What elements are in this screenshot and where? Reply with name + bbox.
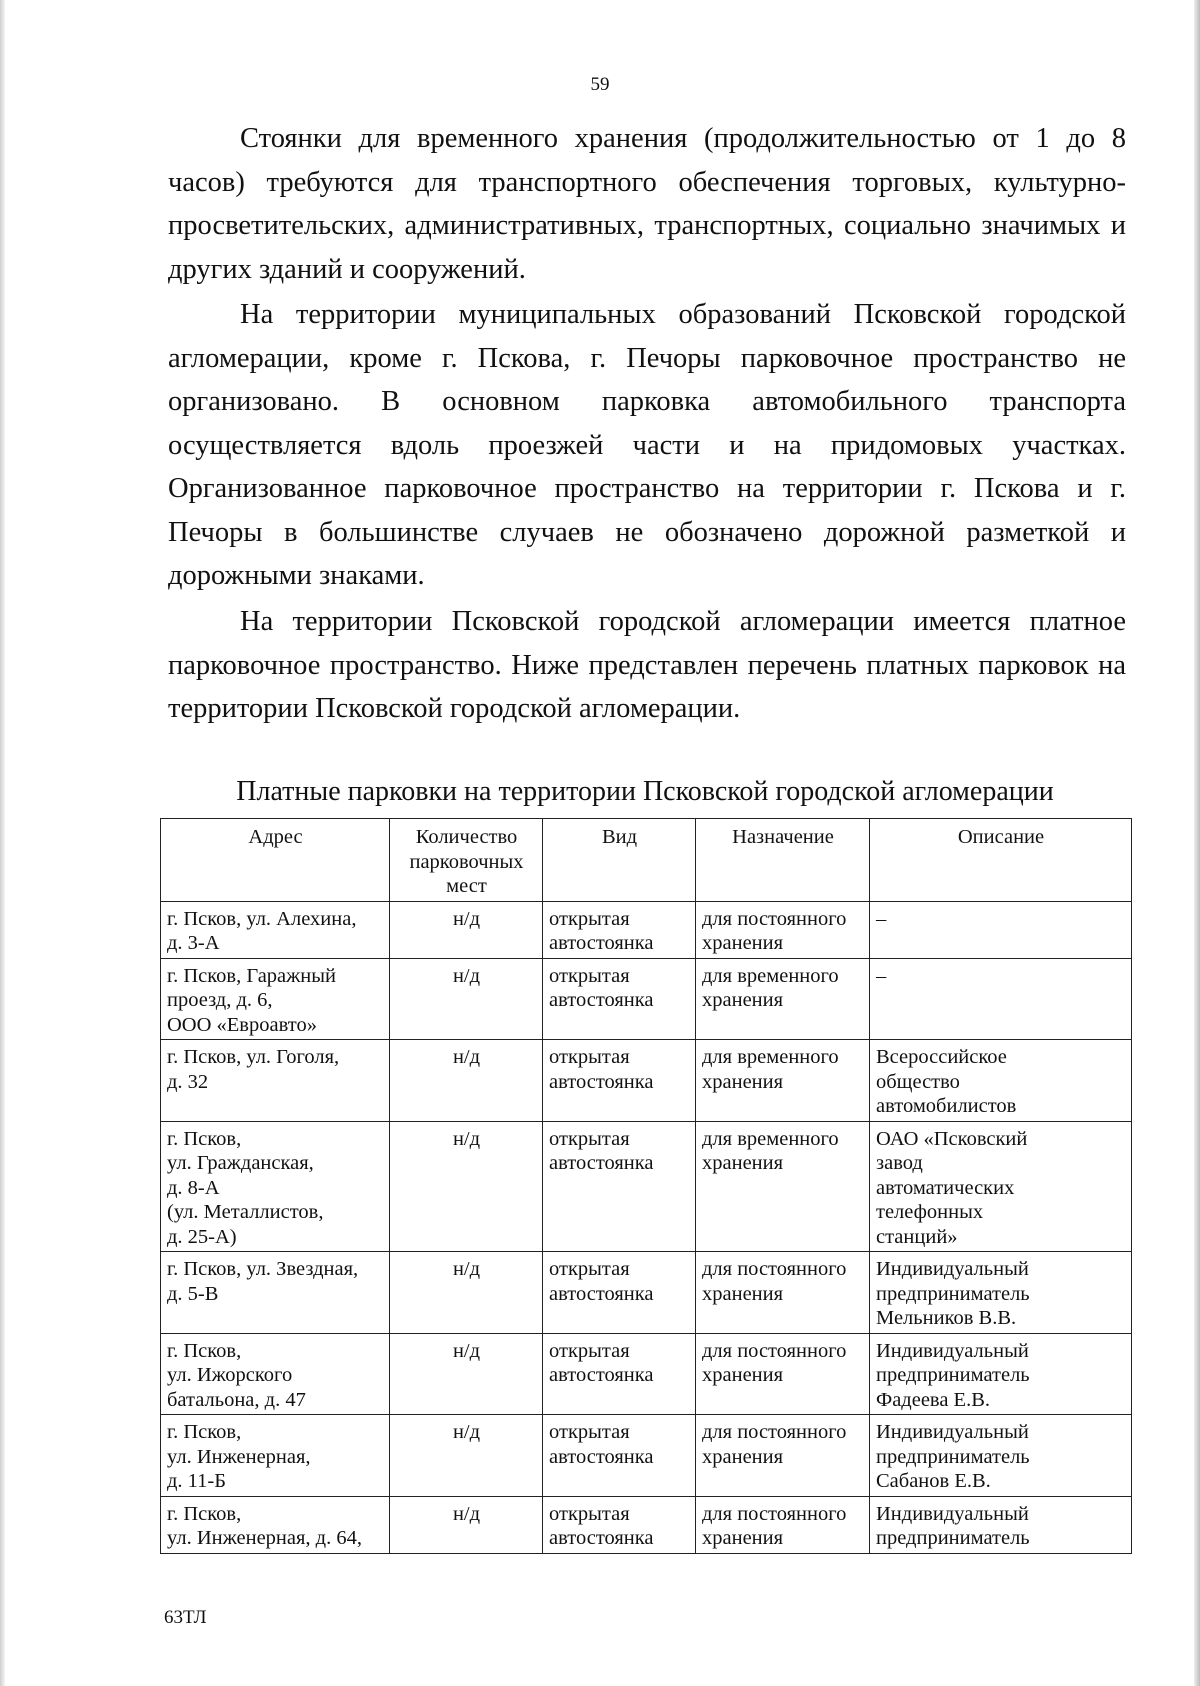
footer-code: 63ТЛ [164,1607,207,1628]
cell-line: ОАО «Псковский [876,1127,1028,1150]
scan-edge-right [1194,0,1200,1686]
table-row [161,958,1132,1040]
paragraph-parking-organization [168,293,1126,598]
cell-line: хранения [702,989,784,1011]
cell-line: Индивидуальный [876,1502,1029,1525]
table-row [161,1121,1132,1252]
cell-line: г. Псков, ул. Гоголя, [167,1046,340,1068]
cell-line: автостоянка [549,1445,654,1468]
cell-line: открытая [549,1258,630,1280]
cell-line: предприниматель [876,1282,1030,1305]
cell-line: ООО «Евроавто» [167,1013,317,1036]
cell-line: для временного [702,1127,839,1150]
cell-line: автостоянка [549,1527,654,1549]
cell-type [543,1496,696,1553]
cell-line: автостоянка [549,932,654,954]
cell-line: – [876,907,887,930]
table-caption: Платные парковки на территории Псковской городской агломерации [236,776,1054,807]
cell-line: автостоянка [549,1282,654,1305]
cell-line: автостоянка [549,1070,654,1093]
cell-address [161,1415,390,1497]
table-row [161,901,1132,958]
cell-line: хранения [702,1445,784,1468]
page-number: 59 [590,74,610,95]
paragraph-paid-parking-intro [168,600,1126,731]
cell-type [543,1333,696,1415]
table-row [161,1040,1132,1122]
header-line: парковочных [409,850,524,873]
table-header-row [161,819,1132,902]
cell-address [161,901,390,958]
cell-address [161,1252,390,1334]
cell-line: батальона, д. 47 [167,1388,306,1411]
cell-type [543,1040,696,1122]
cell-line: г. Псков, [167,1421,242,1443]
cell-line: открытая [549,1421,630,1443]
header-description: Описание [870,819,1132,902]
cell-parking-spaces: н/д [390,958,543,1040]
cell-line: предприниматель [876,1445,1030,1468]
cell-line: г. Псков, [167,1127,242,1150]
cell-line: ул. Гражданская, [167,1152,314,1174]
cell-line: Фадеева Е.В. [876,1388,991,1411]
table-row [161,1415,1132,1497]
cell-line: д. 32 [167,1070,209,1093]
cell-line: завод [876,1152,923,1174]
cell-line: открытая [549,1502,630,1525]
cell-parking-spaces: н/д [390,901,543,958]
cell-description [870,1496,1132,1553]
cell-parking-spaces: н/д [390,1415,543,1497]
cell-line: для постоянного [702,1421,847,1443]
cell-parking-spaces: н/д [390,1121,543,1252]
table-row [161,1333,1132,1415]
paragraph-parking-temporary [168,117,1126,291]
cell-line: – [876,964,887,987]
cell-line: ул. Ижорского [167,1364,293,1386]
cell-line: предприниматель [876,1364,1030,1386]
header-type: Вид [543,819,696,902]
cell-line: для постоянного [702,907,847,930]
cell-line: д. 8-А [167,1176,220,1199]
cell-address [161,958,390,1040]
cell-line: для постоянного [702,1258,847,1280]
header-parking-spaces [390,819,543,902]
cell-description [870,1415,1132,1497]
cell-type [543,901,696,958]
cell-line: д. 25-А) [167,1225,237,1248]
cell-address [161,1121,390,1252]
cell-description [870,901,1132,958]
cell-type [543,1252,696,1334]
cell-line: автоматических [876,1176,1015,1199]
cell-purpose [696,1333,870,1415]
cell-line: автостоянка [549,989,654,1011]
cell-parking-spaces: н/д [390,1333,543,1415]
cell-purpose [696,901,870,958]
cell-line: д. 5-В [167,1282,219,1305]
cell-line: открытая [549,1046,630,1068]
cell-purpose [696,958,870,1040]
cell-line: Индивидуальный [876,1258,1029,1280]
cell-line: для временного [702,964,839,987]
cell-description [870,1040,1132,1122]
header-line: Количество [415,826,518,848]
cell-line: открытая [549,964,630,987]
cell-line: Индивидуальный [876,1421,1029,1443]
cell-type [543,1415,696,1497]
cell-description [870,1121,1132,1252]
table-row [161,1496,1132,1553]
cell-line: хранения [702,1282,784,1305]
cell-purpose [696,1496,870,1553]
cell-line: г. Псков, [167,1339,242,1362]
cell-line: проезд, д. 6, [167,989,273,1011]
cell-parking-spaces: н/д [390,1496,543,1553]
cell-parking-spaces: н/д [390,1040,543,1122]
cell-type [543,958,696,1040]
cell-line: Мельников В.В. [876,1307,1017,1329]
cell-address [161,1040,390,1122]
cell-purpose [696,1121,870,1252]
header-line: мест [446,875,487,897]
header-address: Адрес [161,819,390,902]
cell-line: д. 11-Б [167,1470,227,1492]
cell-line: телефонных [876,1201,984,1223]
cell-purpose [696,1252,870,1334]
cell-line: автостоянка [549,1152,654,1174]
cell-line: для постоянного [702,1502,847,1525]
cell-description [870,958,1132,1040]
cell-line: открытая [549,1339,630,1362]
cell-line: хранения [702,1152,784,1174]
cell-line: открытая [549,907,630,930]
cell-line: Индивидуальный [876,1339,1029,1362]
cell-purpose [696,1415,870,1497]
cell-purpose [696,1040,870,1122]
cell-line: для постоянного [702,1339,847,1362]
cell-line: для временного [702,1046,839,1068]
cell-address [161,1333,390,1415]
table-body [161,901,1132,1553]
paragraph-text: На территории муниципальных образований Псковской городской агломерации, кроме г. Пскова, г. Печоры парковочное пространство не организовано. В основном парковка автомобильного транспорта осуществляется вдоль проезжей части и на придомовых участках. Организованное парковочное пространство на территории г. Пскова и г. Печоры в большинстве случаев не обозначено дорожной разметкой и дорожными знаками. [168,299,1126,591]
cell-line: Сабанов Е.В. [876,1470,991,1492]
cell-parking-spaces: н/д [390,1252,543,1334]
cell-line: г. Псков, ул. Алехина, [167,907,357,930]
cell-line: (ул. Металлистов, [167,1201,324,1223]
cell-line: открытая [549,1127,630,1150]
cell-line: г. Псков, Гаражный [167,964,337,987]
cell-line: ул. Инженерная, [167,1445,311,1468]
cell-line: предприниматель [876,1527,1030,1549]
cell-line: автомобилистов [876,1095,1017,1117]
paid-parking-table [160,818,1132,1554]
cell-type [543,1121,696,1252]
cell-line: г. Псков, [167,1502,242,1525]
cell-line: автостоянка [549,1364,654,1386]
paragraph-text: Стоянки для временного хранения (продолжительностью от 1 до 8 часов) требуются для транспортного обеспечения торговых, культурно-просветительских, административных, транспортных, социально значимых и других зданий и сооружений. [168,123,1126,285]
cell-line: станций» [876,1225,958,1248]
header-purpose: Назначение [696,819,870,902]
cell-line: хранения [702,1070,784,1093]
paragraph-text: На территории Псковской городской агломерации имеется платное парковочное пространство. Ниже представлен перечень платных парковок на территории Псковской городской агломерации. [168,606,1126,724]
cell-description [870,1252,1132,1334]
cell-line: ул. Инженерная, д. 64, [167,1527,362,1549]
cell-address [161,1496,390,1553]
scan-edge-left [0,0,5,1686]
cell-line: хранения [702,1364,784,1386]
cell-line: г. Псков, ул. Звездная, [167,1258,359,1280]
cell-description [870,1333,1132,1415]
cell-line: хранения [702,1527,784,1549]
cell-line: хранения [702,932,784,954]
cell-line: общество [876,1070,960,1093]
table-row [161,1252,1132,1334]
cell-line: Всероссийское [876,1046,1007,1068]
cell-line: д. 3-А [167,932,220,954]
